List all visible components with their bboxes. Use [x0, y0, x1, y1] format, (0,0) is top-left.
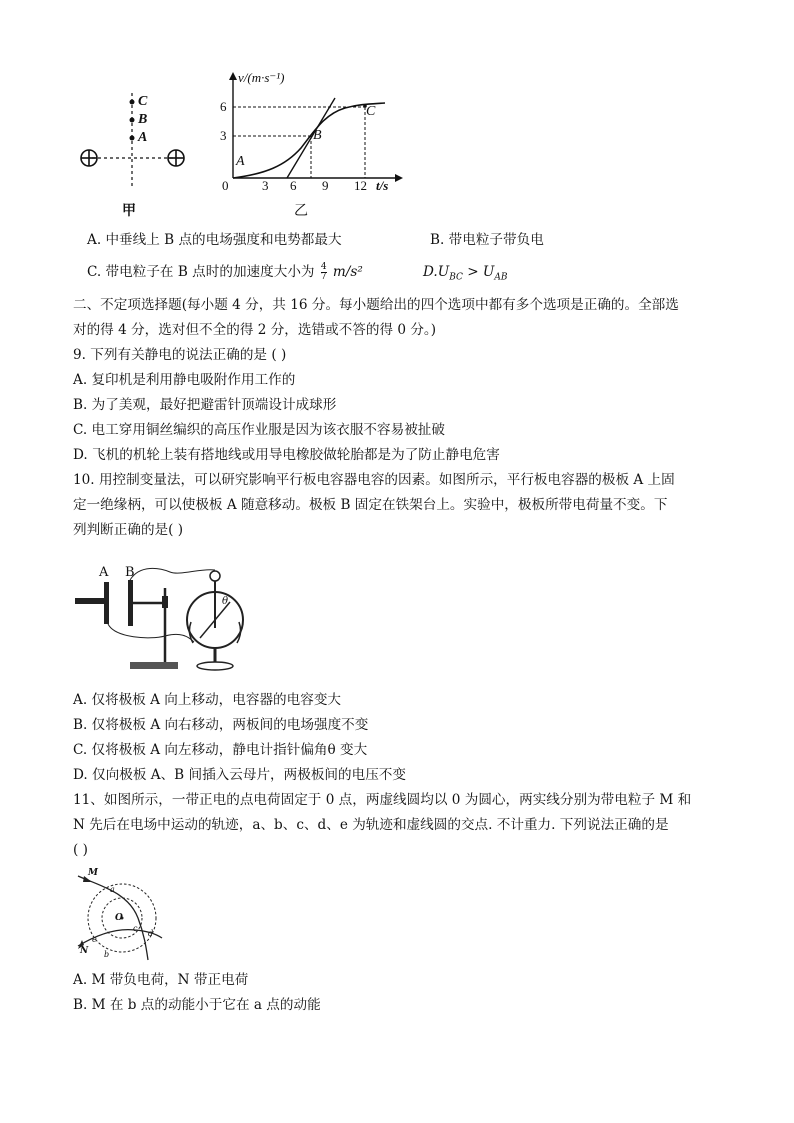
q11-option-a: A. M 带负电荷，N 带正电荷 — [73, 972, 249, 988]
graph-x-tick-12: 12 — [354, 178, 367, 193]
point-b-label: B — [138, 112, 148, 127]
graph-x-tick-6: 6 — [290, 178, 297, 193]
q9-option-d: D. 飞机的机轮上装有搭地线或用导电橡胶做轮胎都是为了防止静电危害 — [73, 447, 500, 463]
point-d-label-q11: d — [148, 929, 154, 938]
graph-x-tick-9: 9 — [322, 178, 329, 193]
section2-heading-line1: 二、不定项选择题(每小题 4 分，共 16 分。每小题给出的四个选项中都有多个选项是正确的。全部选 — [73, 297, 679, 313]
capacitor-apparatus-figure — [70, 558, 250, 676]
graph-y-tick-6: 6 — [220, 99, 227, 114]
q8-option-c-text: C. 带电粒子在 B 点时的加速度大小为 — [87, 264, 315, 280]
q9-option-a: A. 复印机是利用静电吸附作用工作的 — [73, 372, 296, 388]
graph-point-c: C — [366, 104, 376, 119]
point-c-label: C — [138, 94, 148, 109]
frac-num: 4 — [320, 262, 327, 272]
velocity-time-graph — [215, 70, 405, 195]
graph-y-axis-label: v/(m·s⁻¹) — [238, 70, 285, 85]
q10-option-d: D. 仅向极板 A、B 间插入云母片，两极板间的电压不变 — [73, 767, 406, 783]
section2-heading-line2: 对的得 4 分，选对但不全的得 2 分，选错或不答的得 0 分。) — [73, 322, 437, 338]
frac-den: 7 — [320, 272, 327, 282]
q8-option-d — [423, 263, 508, 287]
q10-option-c: C. 仅将极板 A 向左移动，静电计指针偏角θ 变大 — [73, 742, 368, 758]
q11-stem-line3: ( ) — [73, 842, 88, 858]
q10-stem-line2: 定一绝缘柄，可以使极板 A 随意移动。极板 B 固定在铁架台上。实验中，极板所带电荷量不变。下 — [73, 497, 668, 513]
point-a-label-q11: a — [110, 885, 115, 894]
q9-stem: 9. 下列有关静电的说法正确的是 ( ) — [73, 347, 287, 363]
q8-option-d-mid: > U — [462, 264, 495, 280]
q10-option-a: A. 仅将极板 A 向上移动，电容器的电容变大 — [73, 692, 342, 708]
q11-stem-line2: N 先后在电场中运动的轨迹，a、b、c、d、e 为轨迹和虚线圆的交点. 不计重力. 下列说法正确的是 — [73, 817, 669, 833]
center-o-label: O — [115, 913, 123, 923]
q10-stem-line3: 列判断正确的是( ) — [73, 522, 184, 538]
q8-option-c — [87, 263, 363, 282]
graph-origin: 0 — [222, 178, 229, 193]
traj-n-label: N — [80, 946, 89, 956]
q11-option-b: B. M 在 b 点的动能小于它在 a 点的动能 — [73, 997, 321, 1013]
q8-option-d-sub1: BC — [449, 272, 463, 283]
q9-option-b: B. 为了美观，最好把避雷针顶端设计成球形 — [73, 397, 337, 413]
graph-point-b: B — [313, 128, 322, 143]
plate-b-label: B — [125, 565, 135, 580]
point-a-label: A — [138, 130, 148, 145]
q9-option-c: C. 电工穿用铜丝编织的高压作业服是因为该衣服不容易被扯破 — [73, 422, 445, 438]
q8-option-a: A. 中垂线上 B 点的电场强度和电势都最大 — [87, 232, 342, 248]
q8-option-d-a: D.U — [423, 264, 450, 280]
traj-m-label: M — [88, 868, 98, 878]
graph-y-tick-3: 3 — [220, 128, 227, 143]
q8-option-c-unit: m/s² — [332, 264, 363, 280]
q11-stem-line1: 11、如图所示，一带正电的点电荷固定于 0 点，两虚线圆均以 0 为圆心，两实线分别为带电粒子 M 和 — [73, 792, 692, 808]
point-c-label-q11: c — [133, 924, 138, 933]
figure-yi-caption: 乙 — [294, 203, 308, 219]
point-e-label-q11: e — [92, 935, 97, 944]
q8-option-b: B. 带电粒子带负电 — [430, 232, 544, 248]
graph-point-a: A — [236, 154, 245, 169]
theta-label: θ — [222, 596, 229, 607]
point-b-label-q11: b — [104, 950, 110, 959]
graph-x-tick-3: 3 — [262, 178, 269, 193]
plate-a-label: A — [99, 565, 109, 580]
q10-option-b: B. 仅将极板 A 向右移动，两板间的电场强度不变 — [73, 717, 369, 733]
q8-option-c-fraction — [321, 263, 327, 282]
q8-option-d-sub2: AB — [494, 272, 508, 283]
q10-stem-line1: 10. 用控制变量法，可以研究影响平行板电容器电容的因素。如图所示，平行板电容器的极板 A 上固 — [73, 472, 675, 488]
figure-jia-caption: 甲 — [122, 203, 136, 219]
graph-x-axis-label: t/s — [376, 178, 389, 193]
